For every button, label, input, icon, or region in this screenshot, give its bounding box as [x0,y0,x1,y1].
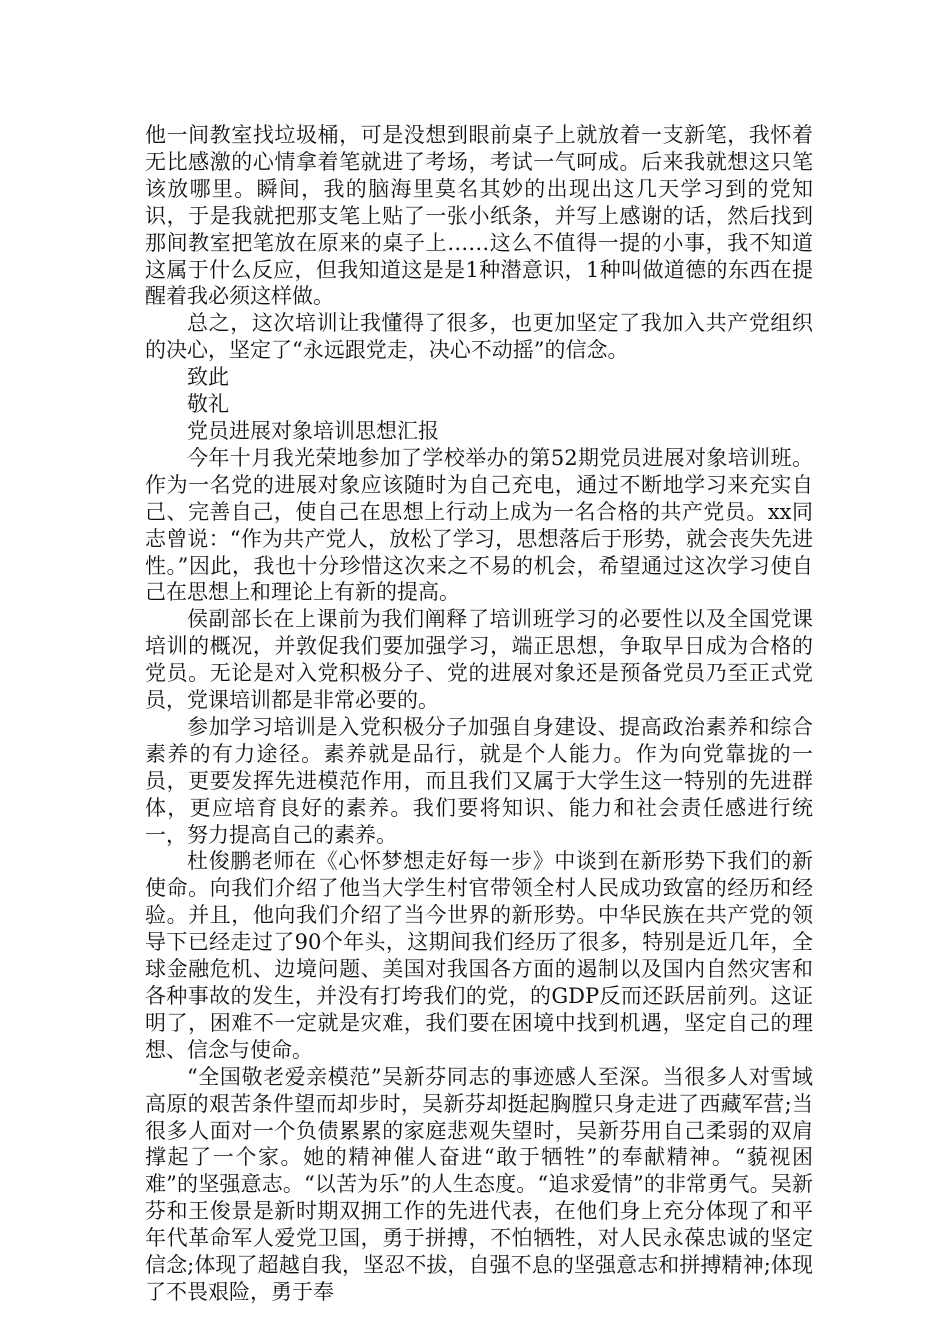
paragraph-training-necessity: 侯副部长在上课前为我们阐释了培训班学习的必要性以及全国党课培训的概况，并敦促我们要加强学习，端正思想，争取早日成为合格的党员。无论是对入党积极分子、党的进展对象还是预备党员乃至正式党员，党课培训都是非常必要的。 [145,607,813,713]
paragraph-role-model: “全国敬老爱亲模范”吴新芬同志的事迹感人至深。当很多人对雪域高原的艰苦条件望而却步时，吴新芬却挺起胸膛只身走进了西藏军营;当很多人面对一个负债累累的家庭悲观失望时，吴新芬用自己柔弱的双肩撑起了一个家。她的精神催人奋进“敢于牺牲”的奉献精神。“藐视困难”的坚强意志。“以苦为乐”的人生态度。“追求爱情”的非常勇气。吴新芬和王俊景是新时期双拥工作的先进代表，在他们身上充分体现了和平年代革命军人爱党卫国，勇于拼搏，不怕牺牲，对人民永葆忠诚的坚定信念;体现了超越自我，坚忍不拔，自强不息的坚强意志和拼搏精神;体现了不畏艰险，勇于奉 [145,1064,813,1304]
paragraph-continued-story: 他一间教室找垃圾桶，可是没想到眼前桌子上就放着一支新笔，我怀着无比感激的心情拿着笔就进了考场，考试一气呵成。后来我就想这只笔该放哪里。瞬间，我的脑海里莫名其妙的出现出这几天学习到的党知识，于是我就把那支笔上贴了一张小纸条，并写上感谢的话，然后找到那间教室把笔放在原来的桌子上……这么不值得一提的小事，我不知道这属于什么反应，但我知道这是是1种潜意识，1种叫做道德的东西在提醒着我必须这样做。 [145,123,813,309]
paragraph-introduction: 今年十月我光荣地参加了学校举办的第52期党员进展对象培训班。作为一名党的进展对象应该随时为自己充电，通过不断地学习来充实自己、完善自己，使自己在思想上行动上成为一名合格的共产党员。xx同志曾说：“作为共产党人，放松了学习，思想落后于形势，就会丧失先进性。”因此，我也十分珍惜这次来之不易的机会，希望通过这次学习使自己在思想上和理论上有新的提高。 [145,445,813,605]
paragraph-new-mission: 杜俊鹏老师在《心怀梦想走好每一步》中谈到在新形势下我们的新使命。向我们介绍了他当大学生村官带领全村人民成功致富的经历和经验。并且，他向我们介绍了当今世界的新形势。中华民族在共产党的领导下已经走过了90个年头，这期间我们经历了很多，特别是近几年，全球金融危机、边境问题、美国对我国各方面的遏制以及国内自然灾害和各种事故的发生，并没有打垮我们的党，的GDP反而还跃居前列。这证明了，困难不一定就是灾难，我们要在困境中找到机遇，坚定自己的理想、信念与使命。 [145,849,813,1062]
document-body [145,122,813,1306]
closing-regards: 敬礼 [187,392,229,417]
paragraph-conclusion: 总之，这次培训让我懂得了很多，也更加坚定了我加入共产党组织的决心，坚定了“永远跟党走，决心不动摇”的信念。 [145,311,813,363]
report-title: 党员进展对象培训思想汇报 [187,418,439,443]
closing-salutation: 致此 [187,365,229,390]
paragraph-quality-building: 参加学习培训是入党积极分子加强自身建设、提高政治素养和综合素养的有力途径。素养就是品行，就是个人能力。作为向党靠拢的一员，更要发挥先进模范作用，而且我们又属于大学生这一特别的先进群体，更应培育良好的素养。我们要将知识、能力和社会责任感进行统一，努力提高自己的素养。 [145,714,813,847]
